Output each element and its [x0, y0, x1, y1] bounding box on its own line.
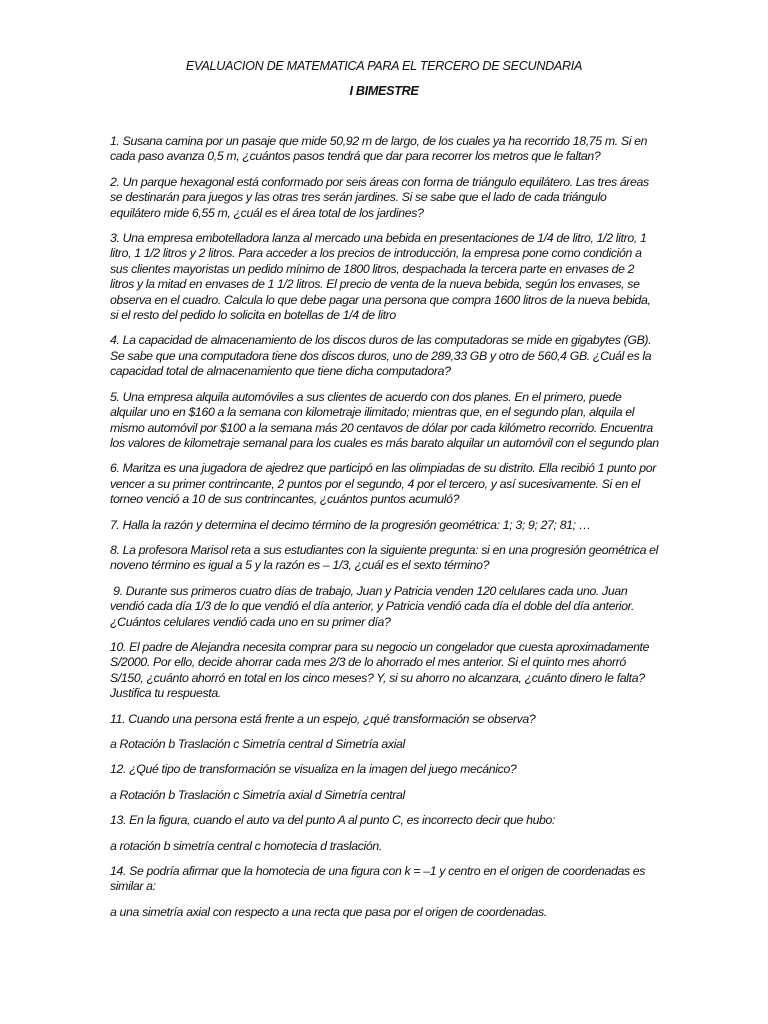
question-13: 13. En la figura, cuando el auto va del punto A al punto C, es incorrecto decir que hubo: [110, 813, 556, 828]
question-11: 11. Cuando una persona está frente a un espejo, ¿qué transformación se observa? [110, 711, 536, 726]
question-10: 10. El padre de Alejandra necesita comprar para su negocio un congelador que cuesta aproximadamente S/2000. Por ello, decide ahorrar cada mes 2/3 de lo ahorrado el mes anterior. Si el quinto mes ahorró S/150, ¿cuánto ahorró en total en los cinco meses? Y, si su ahorro no alcanzara, ¿cuánto dinero le falta? Justifica tu respuesta. [110, 639, 653, 701]
question-5: 5. Una empresa alquila automóviles a sus clientes de acuerdo con dos planes. En el primero, puede alquilar uno en $160 a la semana con kilometraje ilimitado; mientras que, en el segundo plan, alquila el mismo automóvil por $100 a la semana más 20 centavos de dólar por cada kilómetro recorrido. Encuentra los valores de kilometraje semanal para los cuales es más barato alquilar un automóvil con el segundo plan [110, 389, 659, 450]
question-13-options: a rotación b simetría central c homotecia d traslación. [110, 838, 382, 853]
document-body [110, 134, 660, 930]
question-12-options: a Rotación b Traslación c Simetría axial d Simetría central [110, 787, 405, 802]
document-subtitle: I BIMESTRE [349, 84, 419, 98]
question-8: 8. La profesora Marisol reta a sus estudiantes con la siguiente pregunta: si en una progresión geométrica el noveno término es igual a 5 y la razón es – 1/3, ¿cuál es el sexto término? [110, 542, 662, 573]
question-3: 3. Una empresa embotelladora lanza al mercado una bebida en presentaciones de 1/4 de litro, 1/2 litro, 1 litro, 1 1/2 litros y 2 litros. Para acceder a los precios de introducción, la empresa pone como condición a sus clientes mayoristas un pedido mínimo de 1800 litros, despachada la tercera parte en envases de 2 litros y la mitad en envases de 1 1/2 litros. El precio de venta de la nueva bebida, según los envases, se observa en el cuadro. Calcula lo que debe pagar una persona que compra 1600 litros de la nueva bebida, si el resto del pedido lo solicita en botellas de 1/4 de litro [110, 231, 654, 323]
question-4: 4. La capacidad de almacenamiento de los discos duros de las computadoras se mide en gigabytes (GB). Se sabe que una computadora tiene dos discos duros, uno de 289,33 GB y otro de 560,4 GB. ¿Cuál es la capacidad total de almacenamiento que tiene dicha computadora? [110, 333, 655, 379]
question-6: 6. Maritza es una jugadora de ajedrez que participó en las olimpiadas de su distrito. Ella recibió 1 punto por vencer a su primer contrincante, 2 puntos por el segundo, 4 por el tercero, y así sucesivamente. Si en el torneo venció a 10 de sus contrincantes, ¿cuántos puntos acumuló? [110, 461, 660, 507]
question-7: 7. Halla la razón y determina el decimo término de la progresión geométrica: 1; 3; 9; 27; 81; … [110, 517, 591, 532]
question-11-options: a Rotación b Traslación c Simetría central d Simetría axial [110, 737, 405, 751]
question-9: 9. Durante sus primeros cuatro días de trabajo, Juan y Patricia venden 120 celulares cada uno. Juan vendió cada día 1/3 de lo que vendió el día anterior, y Patricia vendió cada día el doble del día anterior. ¿Cuántos celulares vendió cada uno en su primer día? [110, 583, 638, 629]
document-title: EVALUACION DE MATEMATICA PARA EL TERCERO DE SECUNDARIA [185, 59, 583, 73]
question-2: 2. Un parque hexagonal está conformado por seis áreas con forma de triángulo equilátero. Las tres áreas se destinarán para juegos y las otras tres serán jardines. Si se sabe que el lado de cada triángulo equilátero mide 6,55 m, ¿cuál es el área total de los jardines? [110, 174, 652, 220]
question-14: 14. Se podría afirmar que la homotecia de una figura con k = –1 y centro en el origen de coordenadas es similar a: [110, 864, 649, 894]
question-14-option-a: a una simetría axial con respecto a una recta que pasa por el origen de coordenadas. [110, 904, 547, 919]
question-1: 1. Susana camina por un pasaje que mide 50,92 m de largo, de los cuales ya ha recorrido 18,75 m. Si en cada paso avanza 0,5 m, ¿cuántos pasos tendrá que dar para recorrer los metros que le faltan? [110, 134, 651, 164]
question-12: 12. ¿Qué tipo de transformación se visualiza en la imagen del juego mecánico? [110, 762, 517, 777]
